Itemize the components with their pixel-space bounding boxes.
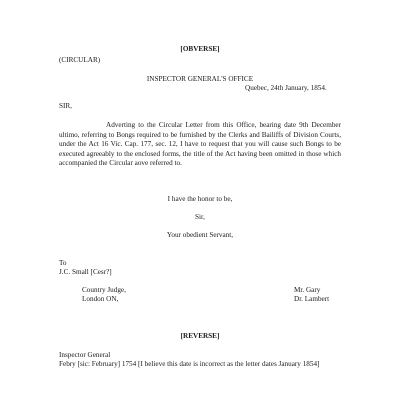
letter-body: Adverting to the Circular Letter from this Office, bearing date 9th December ultimo, referring to Bongs required to be furnished by the Clerks and Bailiffs of Division Courts, under the Act 16 Vic. Cap. 177, sec. 12, I have to request that you will cause such Bongs to be executed agreeably to the enclosed forms, the title of the Act having been omitted in those which accompanied the Circular aove referred to. [59, 121, 341, 168]
left-col-line-1: Country Judge, [82, 286, 126, 294]
right-col-line-1: Mr. Gary [294, 286, 321, 294]
right-col-line-2: Dr. Lambert [294, 295, 330, 303]
closing-sir: Sir, [195, 213, 205, 221]
closing-honor: I have the honor to be, [167, 195, 233, 203]
reverse-heading: [REVERSE] [180, 332, 220, 340]
place-date: Quebec, 24th January, 1854. [245, 84, 327, 92]
obverse-heading: [OBVERSE] [180, 45, 220, 53]
to-name: J.C. Small [Cesr?] [59, 268, 112, 276]
reverse-line-1: Inspector General [59, 351, 111, 359]
reverse-line-2: Febry [sic: February] 1754 [I believe this date is incorrect as the letter dates January 1854] [59, 360, 320, 368]
salutation: SIR, [59, 102, 72, 110]
to-label: To [59, 259, 67, 267]
closing-servant: Your obedient Servant, [166, 231, 234, 239]
left-col-line-2: London ON, [82, 295, 119, 303]
office-title: INSPECTOR GENERAL'S OFFICE [146, 75, 254, 83]
circular-label: (CIRCULAR) [59, 56, 101, 64]
